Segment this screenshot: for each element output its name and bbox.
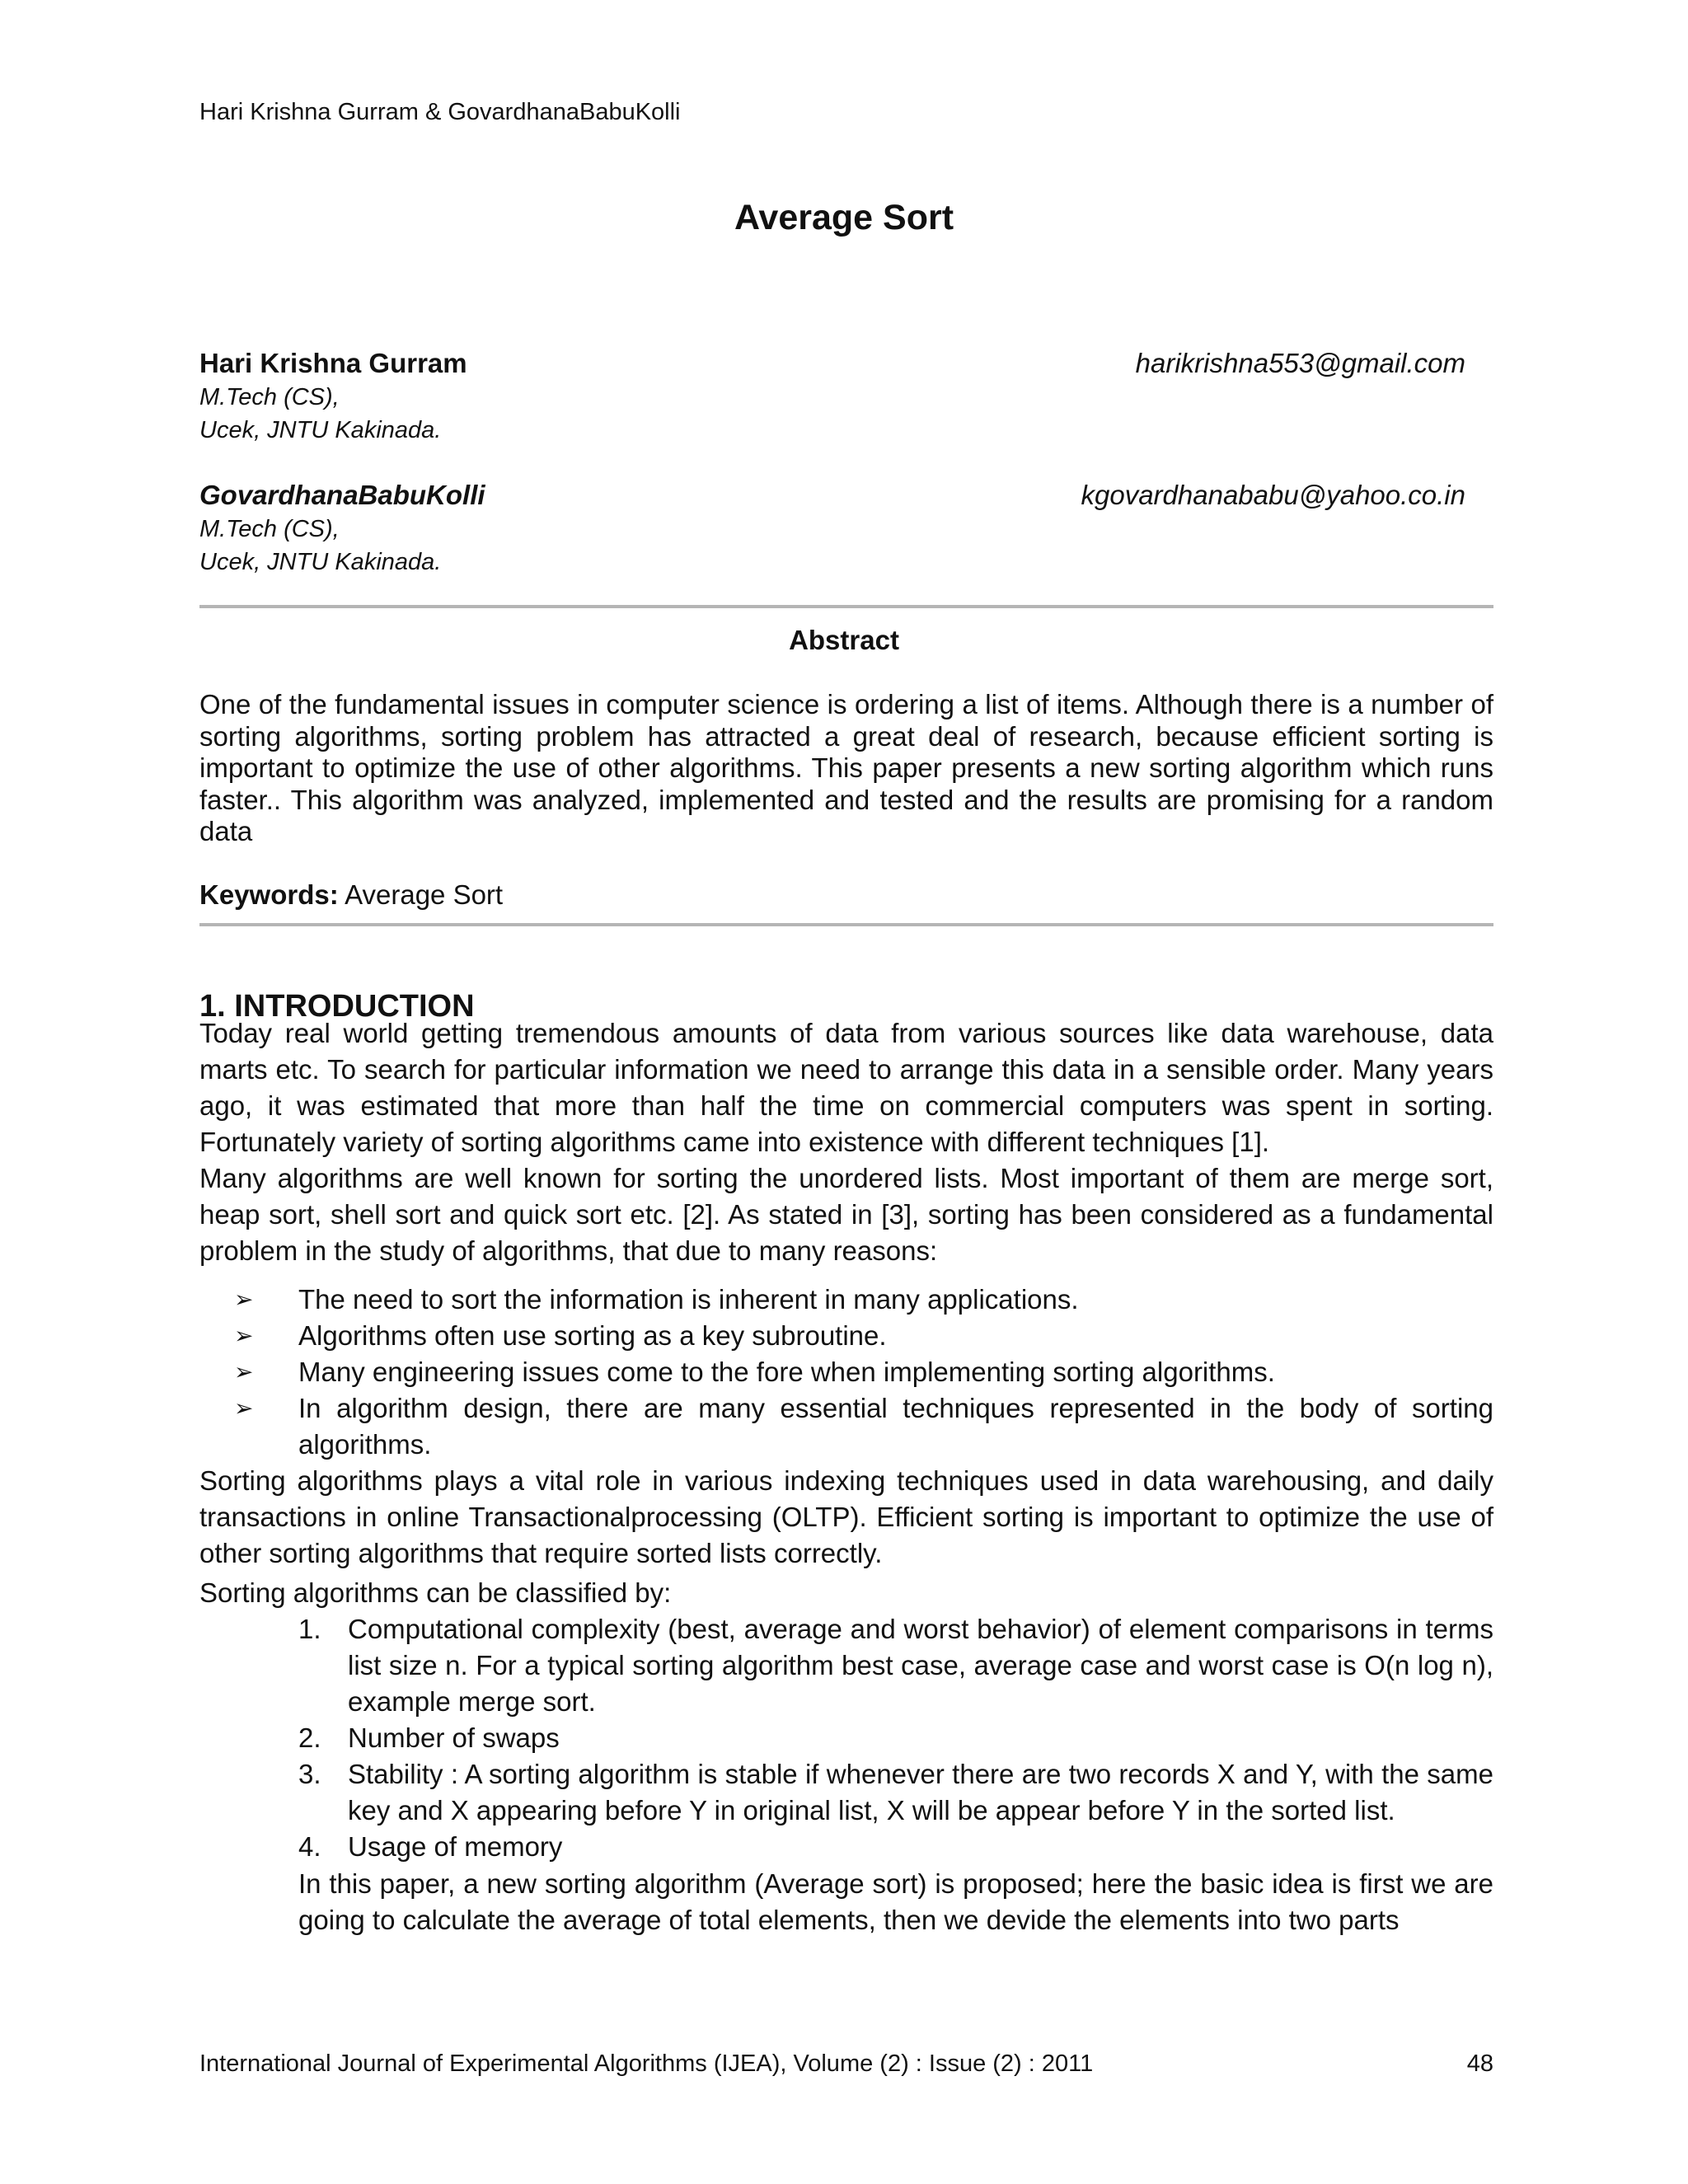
item-number: 1. bbox=[298, 1614, 321, 1644]
abstract-heading: Abstract bbox=[789, 625, 899, 655]
keywords-line bbox=[199, 879, 503, 912]
arrow-bullet-icon: ➢ bbox=[234, 1359, 254, 1385]
item-number: 4. bbox=[298, 1831, 321, 1862]
divider-bottom bbox=[199, 923, 1493, 926]
author-institution-2: Ucek, JNTU Kakinada. bbox=[199, 549, 442, 575]
author-institution-1: Ucek, JNTU Kakinada. bbox=[199, 417, 442, 443]
intro-paragraph-3: Sorting algorithms plays a vital role in various indexing techniques used in data warehousing, and daily transactions in online Transactionalprocessing (OLTP). Efficient sorting is important to optimize the use of other sorting algorithms that require sorted lists correctly. bbox=[199, 1465, 1493, 1568]
author-degree-2: M.Tech (CS), bbox=[199, 516, 340, 542]
item-number: 3. bbox=[298, 1759, 321, 1789]
list-item-text: In algorithm design, there are many essential techniques represented in the body of sorting algorithms. bbox=[298, 1393, 1493, 1460]
numbered-item bbox=[199, 1720, 1493, 1756]
author-block-2 bbox=[199, 478, 1493, 579]
paper-title: Average Sort bbox=[734, 198, 954, 237]
author-name-2: GovardhanaBabuKolli bbox=[199, 480, 485, 510]
author-email-1[interactable]: harikrishna553@gmail.com bbox=[1135, 348, 1465, 378]
list-item bbox=[199, 1318, 1493, 1354]
item-text: Stability : A sorting algorithm is stable if whenever there are two records X and Y, with the same key and X appearing before Y in original list, X will be appear before Y in the sorted list. bbox=[348, 1759, 1493, 1825]
numbered-item bbox=[199, 1829, 1493, 1865]
author-name-1: Hari Krishna Gurram bbox=[199, 348, 467, 378]
arrow-bullet-icon: ➢ bbox=[234, 1323, 254, 1348]
footer-journal: International Journal of Experimental Algorithms (IJEA), Volume (2) : Issue (2) : 2011 bbox=[199, 2050, 1094, 2077]
intro-paragraph-1: Today real world getting tremendous amounts of data from various sources like data warehouse, data marts etc. To search for particular information we need to arrange this data in a sensible order. Many years ago, it was estimated that more than half the time on commercial computers was spent in sorting. Fortunately variety of sorting algorithms came into existence with different techniques [1]. bbox=[199, 1018, 1493, 1157]
item-text: Computational complexity (best, average and worst behavior) of element comparisons in terms list size n. For a typical sorting algorithm best case, average case and worst case is O(n log n), example merge sort. bbox=[348, 1614, 1493, 1717]
footer-page-number: 48 bbox=[1466, 2050, 1493, 2077]
list-item bbox=[199, 1282, 1493, 1318]
intro-paragraph-5: In this paper, a new sorting algorithm (Average sort) is proposed; here the basic idea is first we are going to calculate the average of total elements, then we devide the elements into two parts bbox=[298, 1868, 1493, 1935]
item-text: Usage of memory bbox=[348, 1831, 563, 1862]
item-number: 2. bbox=[298, 1722, 321, 1753]
keywords-label: Keywords: bbox=[199, 879, 339, 910]
author-block-1 bbox=[199, 346, 1493, 447]
item-text: Number of swaps bbox=[348, 1722, 560, 1753]
intro-paragraph-2: Many algorithms are well known for sorting the unordered lists. Most important of them are merge sort, heap sort, shell sort and quick sort etc. [2]. As stated in [3], sorting has been considered as a fundamental problem in the study of algorithms, that due to many reasons: bbox=[199, 1163, 1493, 1266]
numbered-item bbox=[199, 1756, 1493, 1829]
list-item bbox=[199, 1354, 1493, 1390]
list-item-text: The need to sort the information is inherent in many applications. bbox=[298, 1284, 1079, 1315]
list-item bbox=[199, 1390, 1493, 1463]
section-heading-introduction: 1. INTRODUCTION bbox=[199, 989, 475, 1024]
keywords-value: Average Sort bbox=[345, 879, 504, 910]
running-head: Hari Krishna Gurram & GovardhanaBabuKolli bbox=[199, 99, 681, 125]
reasons-list bbox=[199, 1282, 1493, 1463]
numbered-item bbox=[199, 1611, 1493, 1720]
intro-paragraph-4: Sorting algorithms can be classified by: bbox=[199, 1577, 672, 1608]
author-email-2[interactable]: kgovardhanababu@yahoo.co.in bbox=[1081, 480, 1465, 510]
author-degree-1: M.Tech (CS), bbox=[199, 384, 340, 410]
arrow-bullet-icon: ➢ bbox=[234, 1395, 254, 1421]
abstract-text: One of the fundamental issues in computer science is ordering a list of items. Although there is a number of sorting algorithms, sorting problem has attracted a great deal of research, because efficient sorting is important to optimize the use of other algorithms. This paper presents a new sorting algorithm which runs faster.. This algorithm was analyzed, implemented and tested and the results are promising for a random data bbox=[199, 689, 1493, 846]
arrow-bullet-icon: ➢ bbox=[234, 1286, 254, 1312]
divider-top bbox=[199, 605, 1493, 608]
list-item-text: Many engineering issues come to the fore when implementing sorting algorithms. bbox=[298, 1357, 1275, 1387]
classification-list bbox=[199, 1611, 1493, 1865]
list-item-text: Algorithms often use sorting as a key subroutine. bbox=[298, 1320, 887, 1351]
